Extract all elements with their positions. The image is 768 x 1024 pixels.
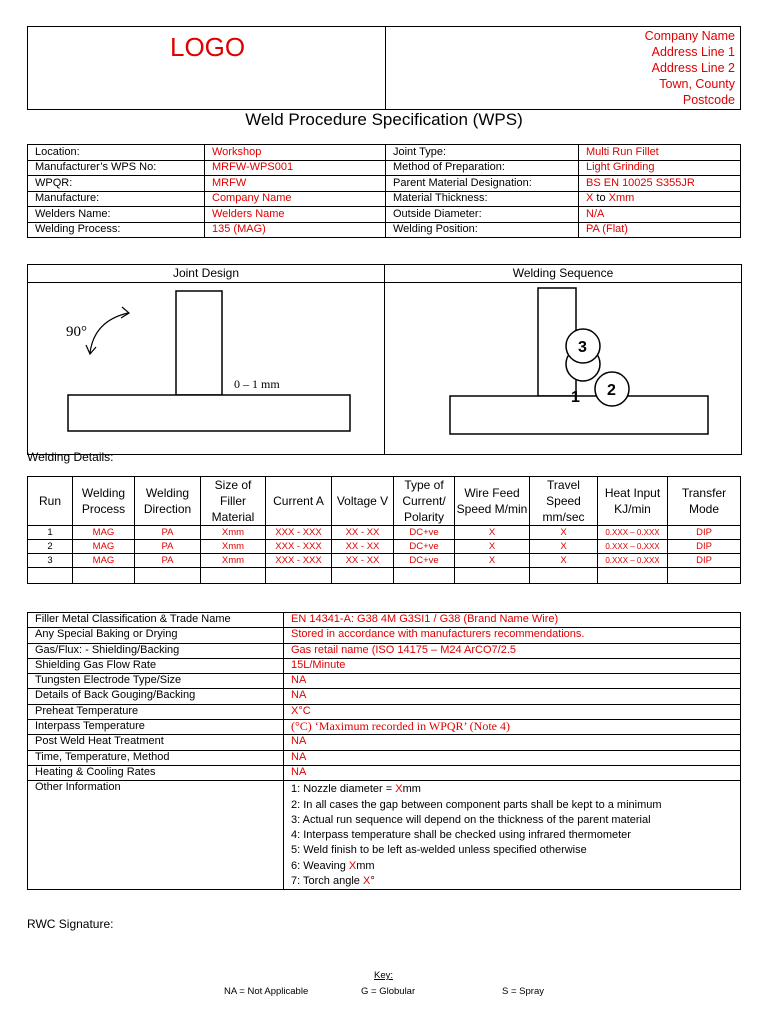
note-unit: ° [370, 875, 375, 888]
detail-row [28, 643, 741, 658]
logo: LOGO [170, 32, 246, 62]
rwc-signature-label: RWC Signature: [27, 917, 114, 931]
note [291, 782, 740, 797]
info-label: Manufacture: [28, 191, 205, 207]
detail-value: EN 14341-A: G38 4M G3SI1 / G38 (Brand Name Wire) [284, 613, 741, 628]
page-title: Weld Procedure Specification (WPS) [245, 110, 523, 129]
header-box [27, 26, 741, 110]
run-label: 3 [578, 339, 587, 356]
detail-value: NA [284, 735, 741, 750]
table-cell: DC+ve [394, 526, 455, 540]
info-value: BS EN 10025 S355JR [579, 176, 741, 192]
info-label: Joint Type: [386, 145, 579, 161]
info-value: 135 (MAG) [205, 222, 386, 238]
table-cell [668, 568, 741, 584]
info-row [28, 191, 741, 207]
welding-details-label: Welding Details: [27, 450, 114, 464]
info-label: Method of Preparation: [386, 160, 579, 176]
key-globular: G = Globular [361, 986, 416, 997]
table-cell [266, 568, 332, 584]
note-value: X [348, 859, 357, 872]
info-label: Location: [28, 145, 205, 161]
info-label: Material Thickness: [386, 191, 579, 207]
note-value: X [395, 783, 403, 796]
key-spray: S = Spray [502, 986, 544, 997]
address-line-2: Address Line 2 [651, 61, 735, 75]
info-value: Light Grinding [579, 160, 741, 176]
table-cell: DIP [668, 540, 741, 554]
note: 2: In all cases the gap between component parts shall be kept to a minimum [291, 798, 662, 811]
welding-sequence-title: Welding Sequence [385, 265, 742, 283]
detail-row-other [28, 781, 741, 890]
key-na: NA = Not Applicable [224, 986, 309, 997]
info-value: Welders Name [205, 207, 386, 223]
table-cell: X [530, 526, 598, 540]
detail-label: Any Special Baking or Drying [28, 628, 284, 643]
note-text: 1: Nozzle diameter = [291, 783, 396, 796]
info-value: PA (Flat) [579, 222, 741, 238]
note [291, 859, 740, 874]
detail-value: X°C [284, 704, 741, 719]
detail-label: Heating & Cooling Rates [28, 765, 284, 780]
info-value: Multi Run Fillet [579, 145, 741, 161]
table-cell: X [455, 526, 530, 540]
table-cell [135, 568, 201, 584]
table-cell: 0.XXX – 0.XXX [598, 526, 668, 540]
info-value: Company Name [205, 191, 386, 207]
note-unit: mm [402, 783, 421, 796]
detail-value: Gas retail name (ISO 14175 – M24 ArCO7/2.5 [284, 643, 741, 658]
detail-label: Preheat Temperature [28, 704, 284, 719]
table-cell: 1 [28, 526, 73, 540]
table-row [28, 540, 741, 554]
info-row [28, 145, 741, 161]
table-cell: PA [135, 554, 201, 568]
column-header: Welding Process [73, 477, 135, 526]
info-row [28, 160, 741, 176]
company-name: Company Name [644, 29, 735, 43]
table-cell: X [530, 554, 598, 568]
table-cell: Xmm [201, 540, 266, 554]
table-row [28, 554, 741, 568]
detail-row [28, 765, 741, 780]
detail-value: 15L/Minute [284, 658, 741, 673]
table-cell [394, 568, 455, 584]
table-cell: PA [135, 540, 201, 554]
table-cell [598, 568, 668, 584]
logo-cell [28, 27, 386, 110]
detail-value: NA [284, 765, 741, 780]
table-cell: XXX - XXX [266, 526, 332, 540]
detail-row [28, 689, 741, 704]
column-header: Current A [266, 477, 332, 526]
table-cell: DC+ve [394, 554, 455, 568]
table-cell: 3 [28, 554, 73, 568]
table-cell: 0.XXX – 0.XXX [598, 540, 668, 554]
design-table [27, 264, 742, 455]
detail-label: Gas/Flux: - Shielding/Backing [28, 643, 284, 658]
detail-value: NA [284, 689, 741, 704]
joint-design-title: Joint Design [28, 265, 385, 283]
table-row [28, 526, 741, 540]
info-label: Welding Process: [28, 222, 205, 238]
key-title: Key: [374, 970, 394, 981]
note: 3: Actual run sequence will depend on the thickness of the parent material [291, 813, 651, 826]
note-text: 7: Torch angle [291, 875, 363, 888]
info-label: Welders Name: [28, 207, 205, 223]
detail-row [28, 613, 741, 628]
detail-label: Time, Temperature, Method [28, 750, 284, 765]
detail-value: (°C) ‘Maximum recorded in WPQR’ (Note 4) [284, 720, 741, 735]
column-header: Travel Speed mm/sec [530, 477, 598, 526]
table-cell [332, 568, 394, 584]
column-header: Transfer Mode [668, 477, 741, 526]
table-cell: X [455, 554, 530, 568]
other-information-notes [284, 781, 741, 890]
detail-value: NA [284, 750, 741, 765]
info-row [28, 207, 741, 223]
table-cell: DIP [668, 554, 741, 568]
address-cell [386, 27, 741, 110]
table-row-empty [28, 568, 741, 584]
joint-design-drawing [28, 283, 384, 449]
detail-label: Tungsten Electrode Type/Size [28, 674, 284, 689]
table-cell [28, 568, 73, 584]
detail-row [28, 735, 741, 750]
table-cell: PA [135, 526, 201, 540]
address-line-1: Address Line 1 [651, 45, 735, 59]
detail-value: Stored in accordance with manufacturers recommendations. [284, 628, 741, 643]
table-cell: XXX - XXX [266, 554, 332, 568]
thickness-max: Xmm [608, 192, 635, 205]
table-cell [201, 568, 266, 584]
details-table [27, 612, 741, 890]
note [291, 874, 740, 889]
detail-value: NA [284, 674, 741, 689]
table-header-row [28, 477, 741, 526]
company-address [386, 27, 740, 108]
detail-label: Details of Back Gouging/Backing [28, 689, 284, 704]
table-cell [455, 568, 530, 584]
detail-row [28, 704, 741, 719]
info-value [579, 191, 741, 207]
note: 5: Weld finish to be left as-welded unless specified otherwise [291, 844, 587, 857]
column-header: Welding Direction [135, 477, 201, 526]
thickness-min: X [586, 192, 594, 205]
table-cell: XXX - XXX [266, 540, 332, 554]
table-cell [73, 568, 135, 584]
column-header: Run [28, 477, 73, 526]
note-unit: mm [356, 859, 375, 872]
table-cell: MAG [73, 526, 135, 540]
angle-label: 90° [66, 324, 87, 340]
table-cell: X [455, 540, 530, 554]
detail-label: Interpass Temperature [28, 720, 284, 735]
detail-row [28, 628, 741, 643]
detail-label: Shielding Gas Flow Rate [28, 658, 284, 673]
table-cell: MAG [73, 540, 135, 554]
run-label: 2 [607, 382, 616, 399]
base-plate [68, 395, 350, 431]
detail-label: Other Information [28, 781, 284, 890]
table-cell: MAG [73, 554, 135, 568]
welding-sequence-cell [385, 283, 742, 455]
table-cell: X [530, 540, 598, 554]
info-label: WPQR: [28, 176, 205, 192]
column-header: Type of Current/ Polarity [394, 477, 455, 526]
table-cell: DIP [668, 526, 741, 540]
table-cell: 2 [28, 540, 73, 554]
info-label: Welding Position: [386, 222, 579, 238]
column-header: Wire Feed Speed M/min [455, 477, 530, 526]
table-cell: Xmm [201, 526, 266, 540]
detail-row [28, 750, 741, 765]
table-cell: XX - XX [332, 554, 394, 568]
table-cell: Xmm [201, 554, 266, 568]
column-header: Heat Input KJ/min [598, 477, 668, 526]
detail-label: Post Weld Heat Treatment [28, 735, 284, 750]
info-row [28, 222, 741, 238]
info-value: MRFW [205, 176, 386, 192]
note-text: 6: Weaving [291, 859, 349, 872]
detail-row [28, 720, 741, 735]
table-cell: DC+ve [394, 540, 455, 554]
info-row [28, 176, 741, 192]
info-label: Parent Material Designation: [386, 176, 579, 192]
table-cell: XX - XX [332, 540, 394, 554]
info-value: N/A [579, 207, 741, 223]
vertical-plate [176, 291, 222, 395]
note-value: X [362, 875, 371, 888]
note: 4: Interpass temperature shall be checked using infrared thermometer [291, 829, 631, 842]
info-value: Workshop [205, 145, 386, 161]
info-label: Manufacturer’s WPS No: [28, 160, 205, 176]
welding-details-table [27, 476, 741, 584]
column-header: Voltage V [332, 477, 394, 526]
column-header: Size of Filler Material [201, 477, 266, 526]
rotation-arrow-icon [86, 307, 129, 354]
thickness-to: to [593, 192, 609, 205]
town-county: Town, County [659, 77, 735, 91]
info-value: MRFW-WPS001 [205, 160, 386, 176]
table-cell: XX - XX [332, 526, 394, 540]
gap-label: 0 – 1 mm [234, 377, 280, 391]
info-table [27, 144, 741, 238]
detail-row [28, 674, 741, 689]
welding-sequence-drawing [385, 283, 741, 449]
detail-row [28, 658, 741, 673]
run-label: 1 [571, 389, 580, 406]
joint-design-cell [28, 283, 385, 455]
table-cell: 0.XXX – 0.XXX [598, 554, 668, 568]
info-label: Outside Diameter: [386, 207, 579, 223]
detail-label: Filler Metal Classification & Trade Name [28, 613, 284, 628]
postcode: Postcode [682, 93, 735, 107]
table-cell [530, 568, 598, 584]
